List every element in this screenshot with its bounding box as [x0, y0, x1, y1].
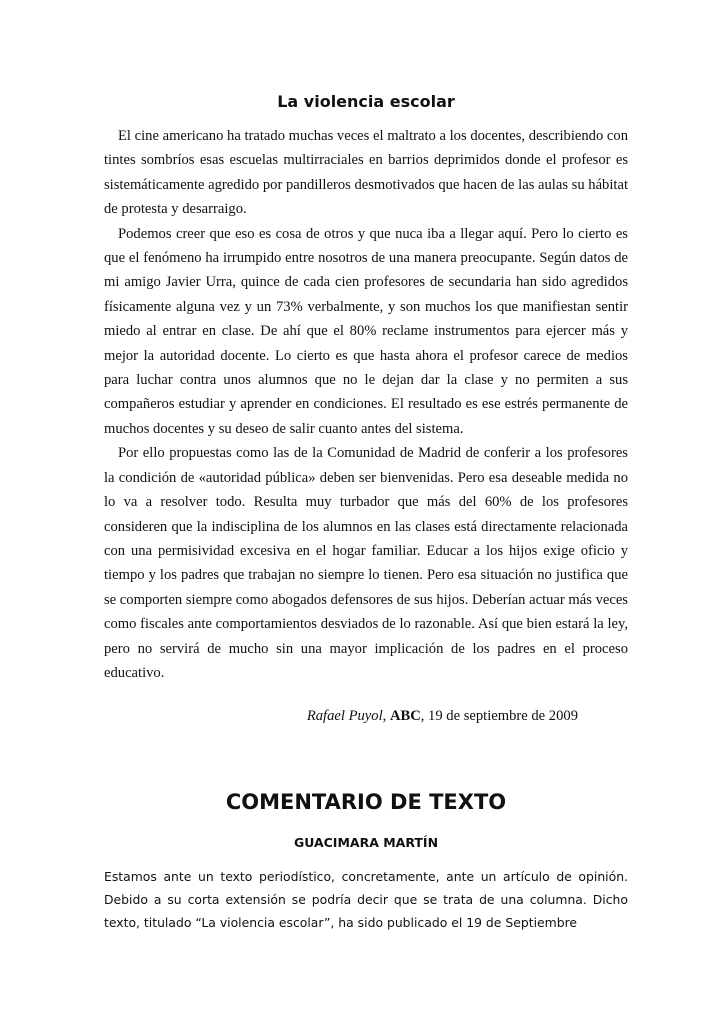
- source-author: Rafael Puyol: [306, 708, 383, 724]
- article-paragraph-3: Por ello propuestas como las de la Comunidad de Madrid de conferir a los profesores la condición de «autoridad pública» deben ser bienvenidas. Pero esa deseable medida no lo va a resolver todo. Resulta muy turbador que más del 60% de los profesores consideren que la indisciplina de los alumnos en las clases está directamente relacionada con una permisividad excesiva en el hogar familiar. Educar a los hijos exige oficio y tiempo y los padres que trabajan no siempre lo tienen. Pero esa situación no justifica que se comporten siempre como abogados defensores de sus hijos. Deberían actuar más veces como fiscales ante comportamientos desviados de lo razonable. Así que bien estará la ley, pero no servirá de mucho sin una mayor implicación de los padres en el proceso educativo.: [104, 445, 628, 681]
- source-newspaper: ABC: [389, 708, 421, 724]
- commentary-author: GUACIMARA MARTÍN: [293, 835, 439, 850]
- commentary-text: Estamos ante un texto periodístico, concretamente, ante un artículo de opinión. Debido a su corta extensión se podría decir que se trata de una columna. Dicho texto, titulado “La violencia escolar”, ha sido publicado el 19 de Septiembre: [104, 869, 628, 930]
- article-paragraph-1: El cine americano ha tratado muchas veces el maltrato a los docentes, describiendo con tintes sombríos esas escuelas multirraciales en barrios deprimidos donde el profesor es sistemáticamente agredido por pandilleros desmotivados que hacen de las aulas su hábitat de protesta y desarraigo.: [104, 128, 628, 218]
- commentary-title: COMENTARIO DE TEXTO: [225, 790, 507, 814]
- article-title: La violencia escolar: [277, 92, 455, 111]
- source-date: , 19 de septiembre de 2009: [420, 708, 578, 724]
- article-paragraph-2: Podemos creer que eso es cosa de otros y que nuca iba a llegar aquí. Pero lo cierto es que el fenómeno ha irrumpido entre nosotros de una manera preocupante. Según datos de mi amigo Javier Urra, quince de cada cien profesores de secundaria han sido agredidos físicamente alguna vez y un 73% verbalmente, y son muchos los que manifiestan sentir miedo al entrar en clase. De ahí que el 80% reclame instrumentos para ejercer más y mejor la autoridad docente. Lo cierto es que hasta ahora el profesor carece de medios para luchar contra unos alumnos que no le dejan dar la clase y no permiten a sus compañeros estudiar y aprender en condiciones. El resultado es ese estrés permanente de muchos docentes y su deseo de salir cuanto antes del sistema.: [104, 225, 628, 437]
- source-separator: ,: [382, 708, 390, 724]
- article-source: [104, 706, 578, 726]
- article-body: [104, 124, 628, 685]
